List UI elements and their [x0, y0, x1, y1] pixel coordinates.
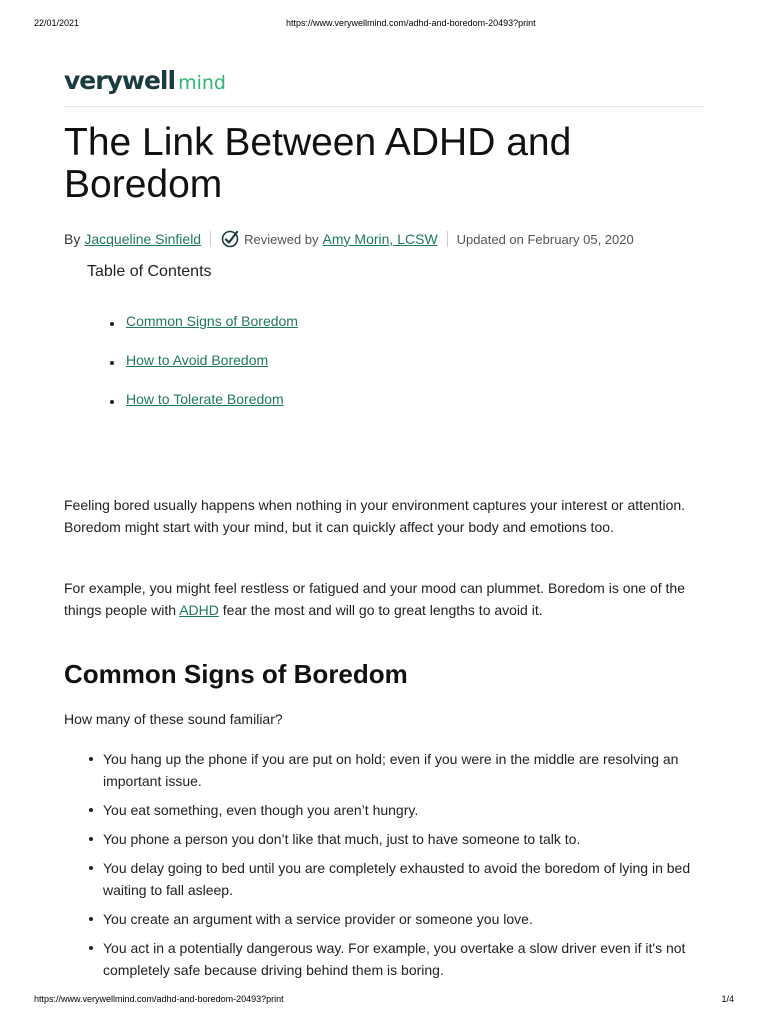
- section-lead: How many of these sound familiar?: [64, 711, 283, 727]
- header-divider: [64, 106, 705, 107]
- toc-link-common-signs[interactable]: Common Signs of Boredom: [126, 313, 298, 329]
- toc-link-tolerate[interactable]: How to Tolerate Boredom: [126, 391, 284, 407]
- article-title: The Link Between ADHD and Boredom: [64, 121, 572, 206]
- site-logo[interactable]: [64, 66, 226, 100]
- signs-list: [64, 748, 704, 988]
- logo-sub: mind: [178, 72, 226, 94]
- toc-item: [87, 391, 298, 411]
- intro-paragraph-1: Feeling bored usually happens when nothing in your environment captures your interest or attention. Boredom might start with your mind, but it can quickly affect your body and emotions too.: [64, 497, 686, 535]
- updated-date: Updated on February 05, 2020: [456, 231, 634, 247]
- page-number: 1/4: [721, 994, 734, 1004]
- toc-title: Table of Contents: [87, 263, 212, 280]
- toc-list: [87, 313, 298, 430]
- print-header: [34, 18, 734, 30]
- logo-brand: verywell: [64, 66, 176, 95]
- reviewer-link[interactable]: Amy Morin, LCSW: [322, 231, 438, 247]
- toc-item: [87, 352, 298, 372]
- adhd-link[interactable]: ADHD: [179, 602, 219, 618]
- list-item: You act in a potentially dangerous way. For example, you overtake a slow driver even if it's not completely safe because driving behind them is boring.: [64, 937, 704, 981]
- list-item: You delay going to bed until you are completely exhausted to avoid the boredom of lying in bed waiting to fall asleep.: [64, 857, 704, 901]
- toc-item: [87, 313, 298, 333]
- print-url: https://www.verywellmind.com/adhd-and-boredom-20493?print: [286, 18, 536, 28]
- list-item: You eat something, even though you aren’t hungry.: [64, 799, 704, 821]
- byline-separator: [210, 231, 211, 247]
- list-item: You phone a person you don’t like that much, just to have someone to talk to.: [64, 828, 704, 850]
- byline-separator: [447, 231, 448, 247]
- toc-link-avoid[interactable]: How to Avoid Boredom: [126, 352, 269, 368]
- section-heading: Common Signs of Boredom: [64, 659, 408, 689]
- intro-2-before: For example, you might feel restless or fatigued and your mood can plummet. Boredom is one of the things people with: [64, 580, 685, 618]
- by-label: By: [64, 231, 81, 247]
- intro-2-after: fear the most and will go to great lengths to avoid it.: [218, 602, 543, 618]
- list-item: You create an argument with a service provider or someone you love.: [64, 908, 704, 930]
- byline: [64, 228, 724, 250]
- list-item: You hang up the phone if you are put on hold; even if you were in the middle are resolving an important issue.: [64, 748, 704, 792]
- footer-url: https://www.verywellmind.com/adhd-and-boredom-20493?print: [34, 994, 284, 1004]
- author-link[interactable]: Jacqueline Sinfield: [84, 231, 202, 247]
- reviewed-label: Reviewed by: [244, 231, 319, 247]
- intro-paragraph-2: [64, 577, 704, 621]
- print-footer: [34, 994, 734, 1006]
- print-date: 22/01/2021: [34, 18, 80, 28]
- check-badge-icon: [220, 229, 240, 249]
